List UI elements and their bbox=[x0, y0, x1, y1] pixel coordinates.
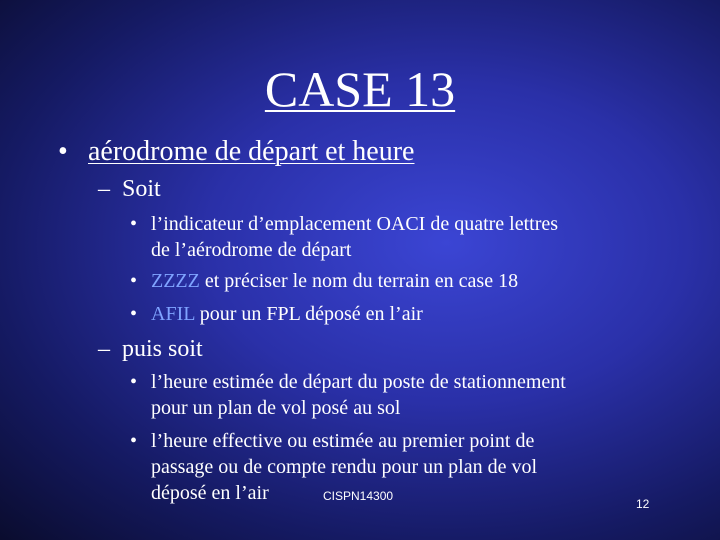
list-item-text: et préciser le nom du terrain en case 18 bbox=[199, 270, 519, 292]
bullet-marker: • bbox=[130, 270, 138, 292]
list-item-line: déposé en l’air bbox=[151, 482, 269, 504]
footer-document-id: CISPN14300 bbox=[323, 489, 394, 503]
dash-marker: – bbox=[98, 336, 110, 362]
slide-title: CASE 13 bbox=[264, 61, 456, 117]
list-item-line: l’indicateur d’emplacement OACI de quatre lettres bbox=[151, 213, 559, 235]
bullet-marker: • bbox=[130, 213, 138, 235]
sub-heading-label: puis soit bbox=[122, 336, 203, 362]
code-afil: AFIL bbox=[151, 303, 195, 325]
list-item-line: pour un plan de vol posé au sol bbox=[151, 397, 401, 419]
main-bullet-text: aérodrome de départ et heure bbox=[88, 136, 415, 167]
main-bullet bbox=[58, 136, 414, 168]
bullet-marker: • bbox=[130, 371, 138, 393]
bullet-marker: • bbox=[58, 136, 68, 167]
bullet-marker: • bbox=[130, 430, 138, 452]
list-item-line: l’heure effective ou estimée au premier point de bbox=[151, 430, 535, 452]
list-item-text: pour un FPL déposé en l’air bbox=[194, 303, 423, 325]
bullet-marker: • bbox=[130, 303, 138, 325]
list-item-line: passage ou de compte rendu pour un plan de vol bbox=[151, 456, 538, 478]
sub-heading-label: Soit bbox=[122, 176, 161, 202]
sub-heading-puis-soit bbox=[98, 335, 203, 363]
list-item-line: l’heure estimée de départ du poste de stationnement bbox=[151, 371, 566, 393]
page-number: 12 bbox=[636, 497, 650, 511]
sub-heading-soit bbox=[98, 175, 161, 203]
dash-marker: – bbox=[98, 176, 110, 202]
code-zzzz: ZZZZ bbox=[151, 270, 200, 292]
list-item-line: de l’aérodrome de départ bbox=[151, 239, 352, 261]
